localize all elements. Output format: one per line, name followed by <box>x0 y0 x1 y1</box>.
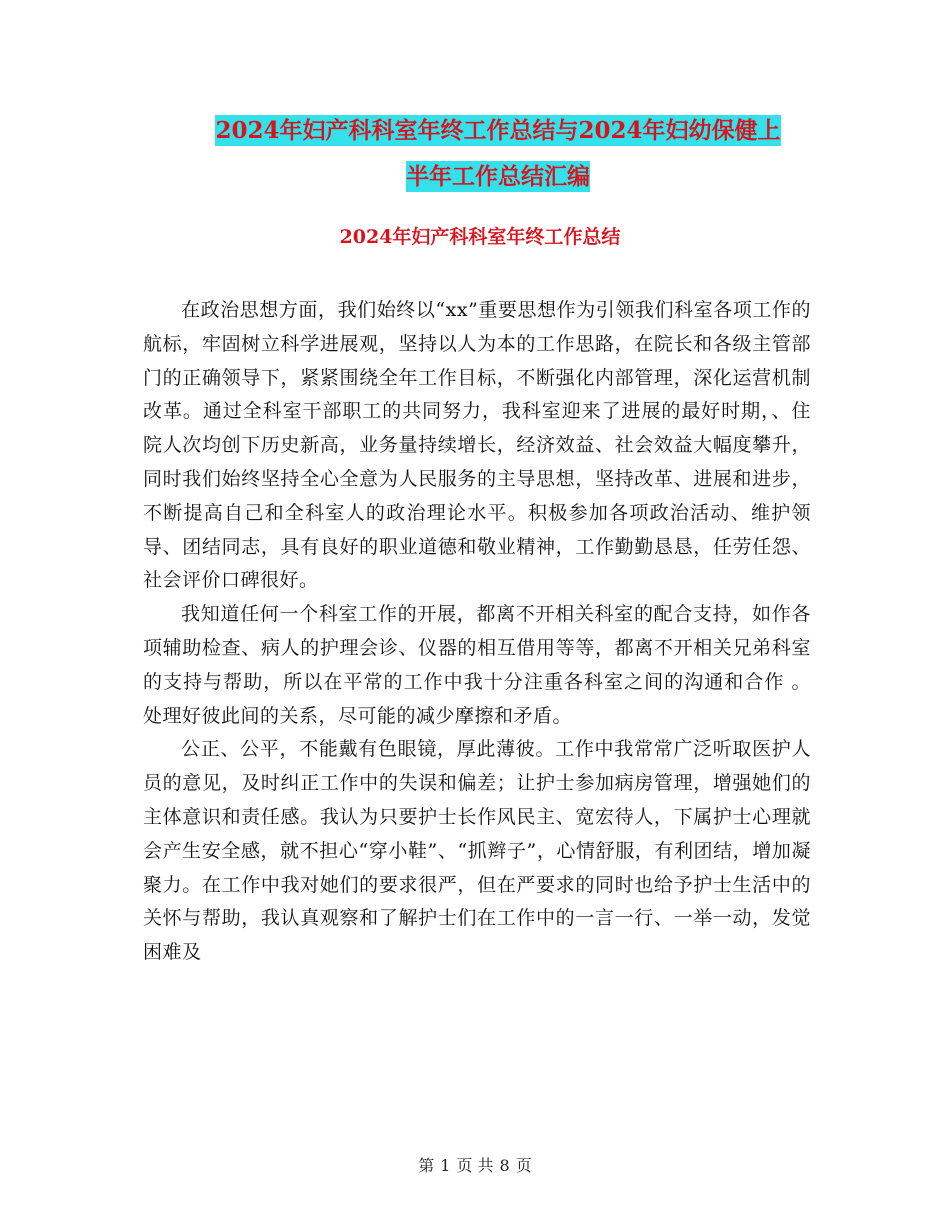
paragraph-1: 在政治思想方面，我们始终以“xx”重要思想作为引领我们科室各项工作的航标，牢固树立科学进展观，坚持以人为本的工作思路，在院长和各级主管部门的正确领导下，紧紧围绕全年工作目标，不断强化内部管理，深化运营机制改革。通过全科室干部职工的共同努力，我科室迎来了进展的最好时期，、住院人次均创下历史新高，业务量持续增长，经济效益、社会效益大幅度攀升，同时我们始终坚持全心全意为人民服务的主导思想，坚持改革、进展和进步，不断提高自己和全科室人的政治理论水平。积极参加各项政治活动、维护领导、团结同志，具有良好的职业道德和敬业精神，工作勤勤恳恳，任劳任怨、社会评价口碑很好。 <box>143 299 811 592</box>
page-footer <box>0 1156 950 1176</box>
footer-page-number: 1 <box>440 1156 451 1175</box>
paragraph-3: 公正、公平，不能戴有色眼镜，厚此薄彼。工作中我常常广泛听取医护人员的意见，及时纠正工作中的失误和偏差；让护士参加病房管理，增强她们的主体意识和责任感。我认为只要护士长作风民主、宽宏待人，下属护士心理就会产生安全感，就不担心“穿小鞋”、“抓辫子”，心情舒服，有利团结，增加凝聚力。在工作中我对她们的要求很严，但在严要求的同时也给予护士生活中的关怀与帮助，我认真观察和了解护士们在工作中的一言一行、一举一动，发觉困难及 <box>143 738 811 964</box>
section-title: 2024年妇产科科室年终工作总结 <box>339 226 621 248</box>
title-line-2: 半年工作总结汇编 <box>406 163 590 190</box>
footer-suffix: 页 <box>515 1156 532 1175</box>
document-title <box>140 108 856 200</box>
footer-total-pages: 8 <box>499 1156 510 1175</box>
footer-prefix: 第 <box>418 1156 435 1175</box>
paragraph-2: 我知道任何一个科室工作的开展，都离不开相关科室的配合支持，如作各项辅助检查、病人的护理会诊、仪器的相互借用等等，都离不开相关兄弟科室的支持与帮助，所以在平常的工作中我十分注重各科室之间的沟通和合作 。处理好彼此间的关系，尽可能的减少摩擦和矛盾。 <box>143 603 811 727</box>
title-line-1: 2024年妇产科科室年终工作总结与2024年妇幼保健上 <box>215 117 781 144</box>
footer-middle: 页 共 <box>456 1156 494 1175</box>
body-text <box>143 294 811 970</box>
